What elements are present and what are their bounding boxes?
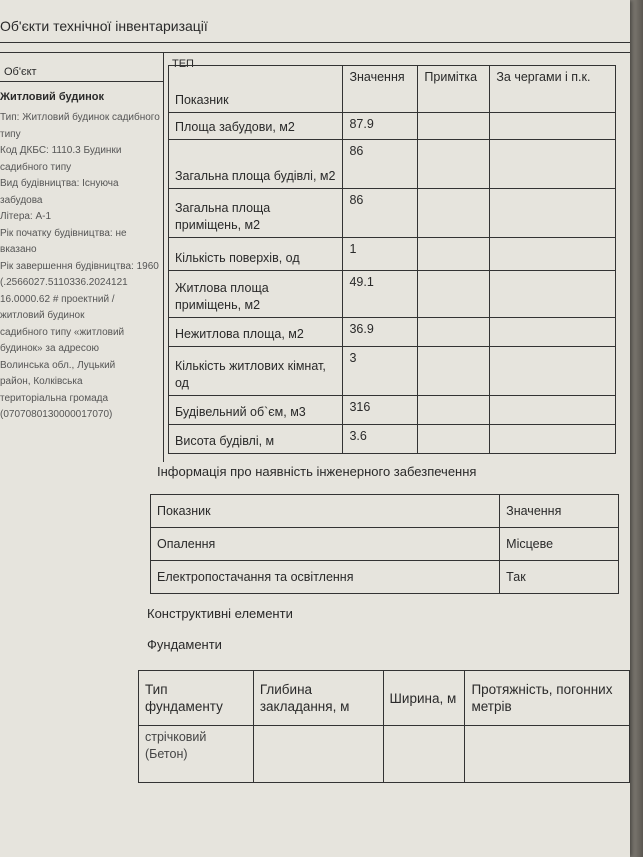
foundations-header-row — [139, 671, 630, 726]
object-detail-line: Літера: А-1 — [0, 211, 52, 222]
tep-note-cell — [418, 318, 490, 347]
tep-note-cell — [418, 113, 490, 140]
object-detail-line: будинок» за адресою — [0, 343, 100, 354]
tep-label-cell: Нежитлова площа, м2 — [169, 318, 343, 347]
tep-label-cell: Будівельний об`єм, м3 — [169, 396, 343, 425]
object-column-header: Об'єкт — [4, 66, 37, 78]
object-detail-line: типу — [0, 128, 21, 140]
tep-row — [169, 189, 616, 238]
tep-value-cell: 3 — [343, 347, 418, 396]
tep-queue-cell — [490, 396, 616, 425]
object-detail-line: Код ДКБС: 1110.3 Будинки — [0, 145, 122, 156]
object-detail-line: (0707080130000017070) — [0, 409, 113, 420]
tep-row — [169, 271, 616, 318]
tep-value-cell: 86 — [343, 140, 418, 189]
tep-row — [169, 347, 616, 396]
engineering-header-row — [151, 495, 619, 528]
tep-note-cell — [418, 396, 490, 425]
object-detail-line: садибного типу «житловий — [0, 326, 125, 338]
tep-row — [169, 425, 616, 454]
engineering-table — [150, 494, 619, 594]
tep-row — [169, 140, 616, 189]
tep-value-cell: 86 — [343, 189, 418, 238]
tep-label-cell: Кількість житлових кімнат, од — [169, 347, 343, 396]
header-rule-top — [0, 52, 630, 53]
tep-header-cell: Значення — [343, 66, 418, 113]
tep-table — [168, 65, 616, 454]
tep-label-cell: Висота будівлі, м — [169, 425, 343, 454]
foundations-subheading: Фундаменти — [147, 637, 222, 652]
title-rule — [0, 42, 630, 43]
tep-note-cell — [418, 189, 490, 238]
object-detail-line: садибного типу — [0, 161, 72, 173]
object-detail-line: житловий будинок — [0, 310, 85, 321]
tep-note-cell — [418, 425, 490, 454]
tep-label-cell: Кількість поверхів, од — [169, 238, 343, 271]
tep-queue-cell — [490, 238, 616, 271]
tep-row — [169, 113, 616, 140]
constructive-heading: Конструктивні елементи — [147, 606, 293, 621]
engineering-heading: Інформація про наявність інженерного забезпечення — [157, 464, 477, 479]
engineering-value-cell: Місцеве — [500, 528, 619, 561]
foundations-header-cell: Глибина закладання, м — [253, 671, 383, 726]
tep-header-cell: Показник — [169, 66, 343, 113]
foundations-header-cell: Ширина, м — [383, 671, 465, 726]
foundations-type-cell: стрічковий (Бетон) — [139, 726, 254, 783]
tep-queue-cell — [490, 425, 616, 454]
tep-value-cell: 36.9 — [343, 318, 418, 347]
object-detail-line: Рік початку будівництва: не — [0, 227, 127, 239]
header-rule-left — [0, 81, 163, 82]
tep-label-cell: Загальна площа будівлі, м2 — [169, 140, 343, 189]
engineering-row — [151, 528, 619, 561]
object-details — [0, 110, 160, 424]
engineering-header-cell: Значення — [500, 495, 619, 528]
tep-label-cell: Площа забудови, м2 — [169, 113, 343, 140]
tep-queue-cell — [490, 318, 616, 347]
tep-queue-cell — [490, 113, 616, 140]
object-detail-line: Тип: Житловий будинок садибного — [0, 112, 160, 123]
page-title: Об'єкти технічної інвентаризації — [0, 18, 208, 34]
tep-queue-cell — [490, 271, 616, 318]
engineering-header-cell: Показник — [151, 495, 500, 528]
tep-value-cell: 316 — [343, 396, 418, 425]
engineering-row — [151, 561, 619, 594]
tep-note-cell — [418, 347, 490, 396]
tep-row — [169, 318, 616, 347]
tep-queue-cell — [490, 347, 616, 396]
tep-row — [169, 238, 616, 271]
tep-note-cell — [418, 271, 490, 318]
object-detail-line: 16.0000.62 # проектний / — [0, 293, 115, 305]
foundations-table — [138, 670, 630, 783]
object-detail-line: Рік завершення будівництва: 1960 — [0, 260, 159, 272]
foundations-header-cell: Протяжність, погонних метрів — [465, 671, 630, 726]
object-detail-line: район, Колківська — [0, 376, 83, 387]
foundations-width-cell — [383, 726, 465, 783]
engineering-value-cell: Так — [500, 561, 619, 594]
tep-note-cell — [418, 140, 490, 189]
engineering-label-cell: Опалення — [151, 528, 500, 561]
object-name: Житловий будинок — [0, 91, 104, 103]
object-detail-line: Волинська обл., Луцький — [0, 359, 116, 371]
foundations-row — [139, 726, 630, 783]
foundations-depth-cell — [253, 726, 383, 783]
tep-header-cell: За чергами і п.к. — [490, 66, 616, 113]
foundations-header-cell: Тип фундаменту — [139, 671, 254, 726]
tep-note-cell — [418, 238, 490, 271]
column-divider — [163, 52, 164, 462]
object-detail-line: вказано — [0, 244, 37, 255]
tep-label-cell: Загальна площа приміщень, м2 — [169, 189, 343, 238]
tep-value-cell: 49.1 — [343, 271, 418, 318]
tep-header-cell: Примітка — [418, 66, 490, 113]
tep-label-cell: Житлова площа приміщень, м2 — [169, 271, 343, 318]
engineering-label-cell: Електропостачання та освітлення — [151, 561, 500, 594]
tep-queue-cell — [490, 189, 616, 238]
tep-value-cell: 3.6 — [343, 425, 418, 454]
tep-value-cell: 87.9 — [343, 113, 418, 140]
tep-header-row — [169, 66, 616, 113]
object-detail-line: Вид будівництва: Існуюча забудова — [0, 178, 119, 206]
foundations-length-cell — [465, 726, 630, 783]
tep-queue-cell — [490, 140, 616, 189]
tep-value-cell: 1 — [343, 238, 418, 271]
tep-row — [169, 396, 616, 425]
tep-column-header: ТЕП — [172, 58, 194, 70]
object-detail-line: територіальна громада — [0, 392, 109, 404]
object-detail-line: (.2566027.5110336.2024121 — [0, 277, 128, 288]
